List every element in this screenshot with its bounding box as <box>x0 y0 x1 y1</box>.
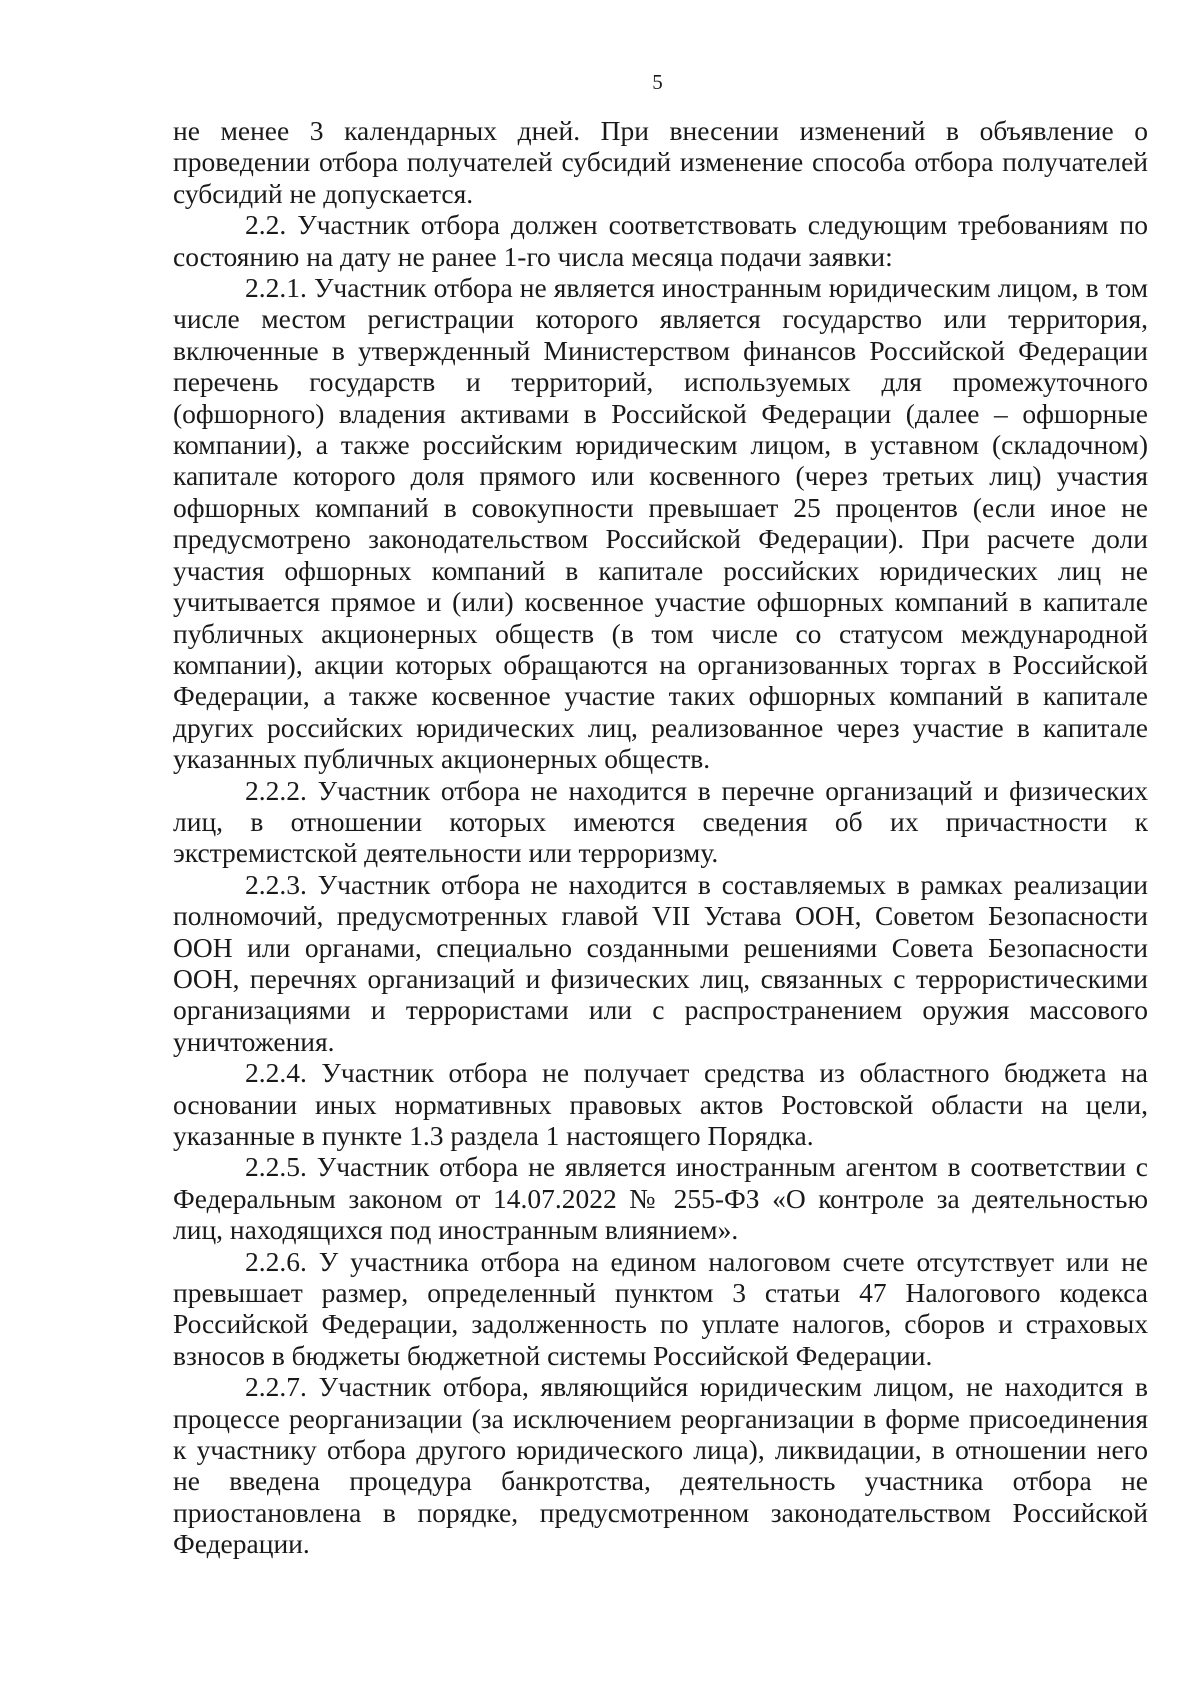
paragraph-2-2-5: 2.2.5. Участник отбора не является иностранным агентом в соответствии с Федеральным законом от 14.07.2022 № 255-ФЗ «О контроле за деятельностью лиц, находящихся под иностранным влиянием». <box>173 1151 1148 1246</box>
paragraph-2-2-6: 2.2.6. У участника отбора на едином налоговом счете отсутствует или не превышает размер, определенный пунктом 3 статьи 47 Налогового кодекса Российской Федерации, задолженность по уплате налогов, сборов и страховых взносов в бюджеты бюджетной системы Российской Федерации. <box>173 1245 1148 1371</box>
page-number: 5 <box>652 70 663 94</box>
paragraph-2-2: 2.2. Участник отбора должен соответствовать следующим требованиям по состоянию на дату не ранее 1-го числа месяца подачи заявки: <box>173 209 1148 272</box>
paragraph-2-2-4: 2.2.4. Участник отбора не получает средства из областного бюджета на основании иных нормативных правовых актов Ростовской области на цели, указанные в пункте 1.3 раздела 1 настоящего Порядка. <box>173 1057 1148 1151</box>
paragraph-2-2-7: 2.2.7. Участник отбора, являющийся юридическим лицом, не находится в процессе реорганизации (за исключением реорганизации в форме присоединения к участнику отбора другого юридического лица), ликвидации, в отношении него не введена процедура банкротства, деятельность участника отбора не приостановлена в порядке, предусмотренном законодательством Российской Федерации. <box>173 1371 1148 1560</box>
paragraph-2-2-1: 2.2.1. Участник отбора не является иностранным юридическим лицом, в том числе местом регистрации которого является государство или территория, включенные в утвержденный Министерством финансов Российской Федерации перечень государств и территорий, используемых для промежуточного (офшорного) владения активами в Российской Федерации (далее – офшорные компании), а также российским юридическим лицом, в уставном (складочном) капитале которого доля прямого или косвенного (через третьих лиц) участия офшорных компаний в совокупности превышает 25 процентов (если иное не предусмотрено законодательством Российской Федерации). При расчете доли участия офшорных компаний в капитале российских юридических лиц не учитывается прямое и (или) косвенное участие офшорных компаний в капитале публичных акционерных обществ (в том числе со статусом международной компании), акции которых обращаются на организованных торгах в Российской Федерации, а также косвенное участие таких офшорных компаний в капитале других российских юридических лиц, реализованное через участие в капитале указанных публичных акционерных обществ. <box>173 272 1148 775</box>
document-body <box>173 115 1148 1560</box>
paragraph-2-2-2: 2.2.2. Участник отбора не находится в перечне организаций и физических лиц, в отношении которых имеются сведения об их причастности к экстремистской деятельности или терроризму. <box>173 774 1148 869</box>
paragraph-continuation: не менее 3 календарных дней. При внесении изменений в объявление о проведении отбора получателей субсидий изменение способа отбора получателей субсидий не допускается. <box>173 115 1148 209</box>
paragraph-2-2-3: 2.2.3. Участник отбора не находится в составляемых в рамках реализации полномочий, предусмотренных главой VII Устава ООН, Советом Безопасности ООН или органами, специально созданными решениями Совета Безопасности ООН, перечнях организаций и физических лиц, связанных с террористическими организациями и террористами или с распространением оружия массового уничтожения. <box>173 868 1148 1057</box>
